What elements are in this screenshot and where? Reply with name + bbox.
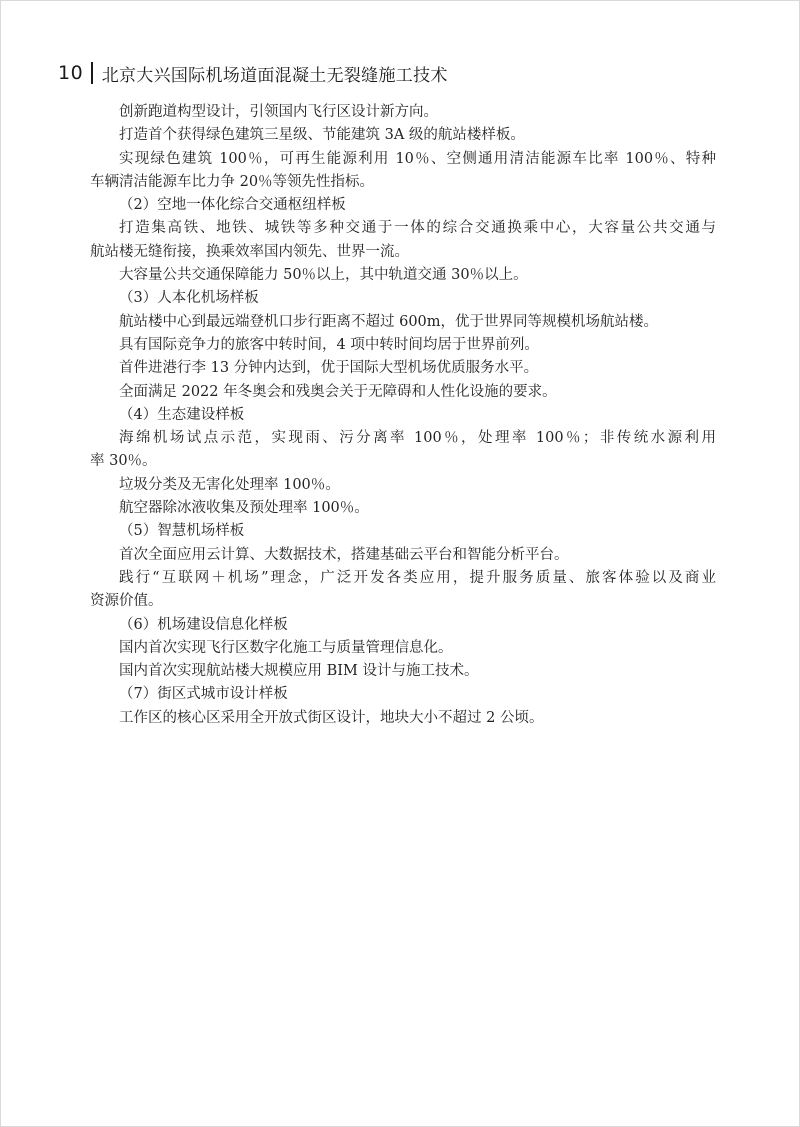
text-line: 车辆清洁能源车比力争 20％等领先性指标。 <box>90 173 375 190</box>
text-line: 打造集高铁、地铁、城铁等多种交通于一体的综合交通换乘中心，大容量公共交通与 <box>119 220 716 237</box>
text-line: 大容量公共交通保障能力 50％以上，其中轨道交通 30％以上。 <box>119 267 528 284</box>
text-line: 航空器除冰液收集及预处理率 100％。 <box>119 500 369 517</box>
running-title: 北京大兴国际机场道面混凝土无裂缝施工技术 <box>101 65 448 86</box>
text-line: 践行“互联网＋机场”理念，广泛开发各类应用，提升服务质量、旅客体验以及商业 <box>119 569 716 586</box>
text-line: 实现绿色建筑 100％，可再生能源利用 10％、空侧通用清洁能源车比率 100％、特种 <box>119 150 716 167</box>
body-text <box>90 101 716 730</box>
text-line: 具有国际竞争力的旅客中转时间，4 项中转时间均居于世界前列。 <box>119 336 539 353</box>
section-heading: （6）机场建设信息化样板 <box>119 616 288 633</box>
text-line: 首件进港行李 13 分钟内达到，优于国际大型机场优质服务水平。 <box>119 360 539 377</box>
page-header <box>58 58 448 88</box>
page-number: 10 <box>58 62 84 84</box>
text-line: 全面满足 2022 年冬奥会和残奥会关于无障碍和人性化设施的要求。 <box>119 383 557 400</box>
text-line: 航站楼无缝衔接，换乘效率国内领先、世界一流。 <box>90 243 409 260</box>
section-heading: （2）空地一体化综合交通枢纽样板 <box>119 197 346 214</box>
text-line: 国内首次实现航站楼大规模应用 BIM 设计与施工技术。 <box>119 663 479 680</box>
section-heading: （7）街区式城市设计样板 <box>119 686 288 703</box>
text-line: 航站楼中心到最远端登机口步行距离不超过 600m，优于世界同等规模机场航站楼。 <box>119 313 659 330</box>
text-line: 工作区的核心区采用全开放式街区设计，地块大小不超过 2 公顷。 <box>119 709 544 726</box>
section-heading: （5）智慧机场样板 <box>119 523 245 540</box>
text-line: 资源价值。 <box>90 593 163 610</box>
text-line: 创新跑道构型设计，引领国内飞行区设计新方向。 <box>119 104 438 120</box>
header-divider <box>91 62 93 84</box>
text-line: 打造首个获得绿色建筑三星级、节能建筑 3A 级的航站楼样板。 <box>119 127 525 144</box>
text-line: 国内首次实现飞行区数字化施工与质量管理信息化。 <box>119 639 453 656</box>
text-line: 垃圾分类及无害化处理率 100％。 <box>119 476 340 493</box>
section-heading: （3）人本化机场样板 <box>119 290 259 307</box>
text-line: 海绵机场试点示范，实现雨、污分离率 100％，处理率 100％；非传统水源利用 <box>119 430 716 447</box>
text-line: 首次全面应用云计算、大数据技术，搭建基础云平台和智能分析平台。 <box>119 546 569 563</box>
section-heading: （4）生态建设样板 <box>119 406 245 423</box>
text-line: 率 30％。 <box>90 453 157 470</box>
